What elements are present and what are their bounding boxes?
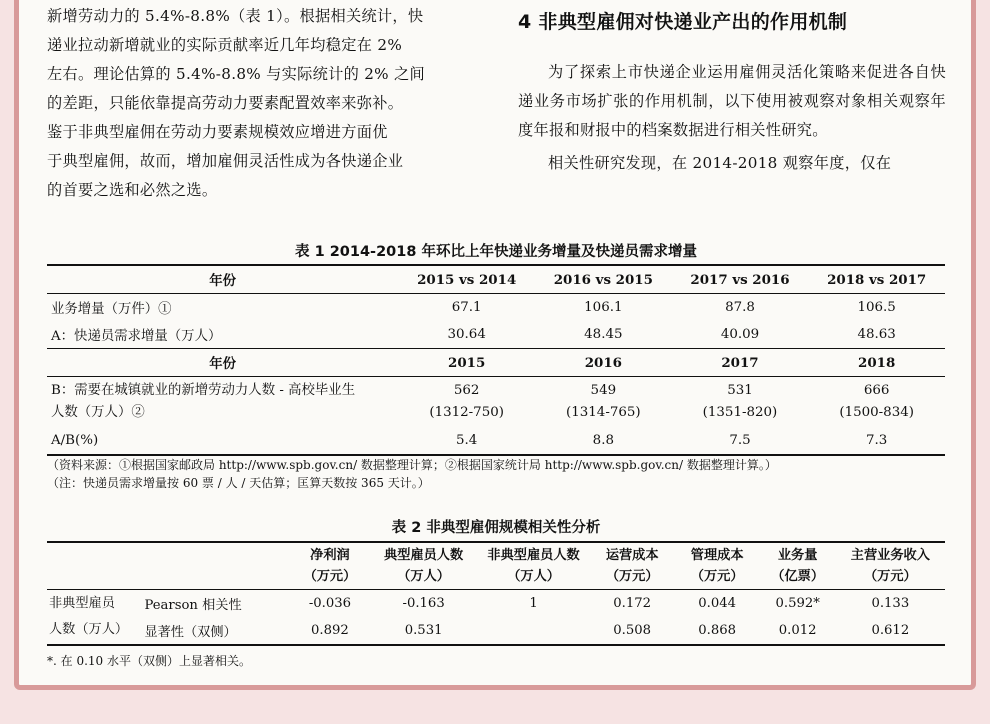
table-cell: 48.45 [584, 327, 623, 342]
table-cell: 106.5 [857, 300, 896, 315]
table1-remark-note: （注：快递员需求增量按 60 票 / 人 / 天估算；匡算天数按 365 天计。） [47, 476, 430, 490]
table-cell: 106.1 [584, 300, 623, 315]
text-line: 于典型雇佣，故而，增加雇佣灵活性成为各快递企业 [47, 152, 404, 170]
table-cell: 48.63 [857, 327, 896, 342]
table-cell: 7.3 [866, 433, 888, 448]
header-unit: （万元） [605, 569, 659, 584]
header-unit: （万人） [397, 569, 450, 584]
table-row [47, 617, 945, 645]
header-line: 典型雇员人数 [384, 548, 464, 563]
header-line: 管理成本 [690, 548, 744, 563]
row-label-line: 人数（万人）② [51, 405, 145, 420]
table-header-cell: 2015 vs 2014 [398, 265, 535, 294]
row-label-line: B：需要在城镇就业的新增劳动力人数 - 高校毕业生 [51, 383, 356, 398]
row-label: A：快递员需求增量（万人） [51, 329, 222, 344]
cell-subvalue: (1351-820) [702, 405, 778, 420]
table-cell: 0.044 [698, 596, 737, 611]
table-cell: 0.012 [778, 623, 817, 638]
table-header-cell: 2018 [808, 349, 945, 377]
cell-value: 666 [863, 383, 890, 398]
header-unit: （万元） [690, 569, 744, 584]
table-header-cell: 年份 [47, 265, 398, 294]
table-row [47, 294, 945, 322]
table-cell [477, 617, 589, 645]
table-row [47, 590, 945, 618]
table-cell: -0.036 [308, 596, 352, 611]
table1-subheader-row [47, 349, 945, 377]
table-cell: 0.133 [871, 596, 910, 611]
header-line: 业务量 [777, 548, 818, 563]
table-cell: 7.5 [729, 433, 751, 448]
header-line: 非典型雇员人数 [487, 548, 580, 563]
cell-value: 531 [727, 383, 753, 398]
table-header-cell: 2016 vs 2015 [535, 265, 672, 294]
text-line: 鉴于非典型雇佣在劳动力要素规模效应增进方面优 [47, 123, 388, 141]
table-header-cell: 2016 [535, 349, 672, 377]
row-label [47, 590, 142, 646]
header-unit: （万元） [303, 569, 357, 584]
table-cell: 67.1 [451, 300, 482, 315]
table2-header-row [47, 542, 945, 590]
table-cell: -0.163 [402, 596, 445, 611]
cell-subvalue: (1500-834) [839, 405, 914, 420]
table-cell [672, 377, 809, 428]
table-header-cell: 2017 [672, 349, 809, 377]
table-header-cell [370, 542, 478, 590]
table2-title: 表 2 非典型雇佣规模相关性分析 [391, 520, 601, 536]
table-header-cell [590, 542, 675, 590]
table1-source-note: （资料来源：①根据国家邮政局 http://www.spb.gov.cn/ 数据整理计算；②根据国家统计局 http://www.spb.gov.cn/ 数据整理计算。） [47, 458, 777, 472]
table1-header-row [47, 265, 945, 294]
table-cell: 8.8 [592, 433, 614, 448]
table-header-cell: 2018 vs 2017 [808, 265, 945, 294]
table-row [47, 377, 945, 428]
table-header-cell [142, 542, 290, 590]
cell-subvalue: (1312-750) [429, 405, 504, 420]
table-header-cell [47, 542, 142, 590]
row-label-line: 非典型雇员 [49, 596, 115, 611]
table-cell: 0.612 [871, 623, 910, 638]
header-line: 净利润 [310, 548, 350, 563]
header-unit: （万元） [863, 569, 917, 584]
table2 [47, 541, 945, 646]
row-label [47, 377, 398, 428]
table-cell: 0.868 [698, 623, 737, 638]
text-line: 的差距，只能依靠提高劳动力要素配置效率来弥补。 [47, 94, 404, 112]
table2-footnote: *. 在 0.10 水平（双侧）上显著相关。 [47, 654, 251, 668]
table-cell: 0.892 [311, 623, 349, 638]
text-line: 新增劳动力的 5.4%-8.8%（表 1）。根据相关统计，快 [47, 7, 424, 25]
cell-subvalue: (1314-765) [566, 405, 641, 420]
left-column-text [47, 2, 475, 205]
text-line: 左右。理论估算的 5.4%-8.8% 与实际统计的 2% 之间 [47, 65, 426, 83]
table-header-cell: 2015 [398, 349, 535, 377]
table-cell: 0.508 [613, 623, 652, 638]
row-label: A/B(%) [51, 433, 99, 448]
table-cell: 0.592* [775, 596, 820, 611]
table-header-cell [760, 542, 836, 590]
paragraph: 为了探索上市快递企业运用雇佣灵活化策略来促进各自快递业务市场扩张的作用机制，以下使用被观察对象相关观察年度年报和财报中的档案数据进行相关性研究。 [518, 63, 946, 139]
header-line: 运营成本 [605, 548, 659, 563]
cell-value: 562 [453, 383, 480, 398]
table-header-cell [836, 542, 945, 590]
table-cell [808, 377, 945, 428]
table-cell [398, 377, 535, 428]
table-row [47, 321, 945, 349]
text-line: 递业拉动新增就业的实际贡献率近几年均稳定在 2% [47, 36, 403, 54]
header-unit: （万人） [507, 569, 560, 584]
table-cell: 0.531 [404, 623, 443, 638]
header-unit: （亿票） [771, 569, 825, 584]
row-label: 业务增量（万件）① [51, 302, 172, 317]
text-line: 的首要之选和必然之选。 [47, 181, 218, 199]
right-column-text [518, 8, 946, 178]
table-header-cell [290, 542, 370, 590]
table-cell: 0.172 [613, 596, 652, 611]
header-line: 主营业务收入 [850, 548, 930, 563]
table-cell: 5.4 [456, 433, 478, 448]
table-header-cell [675, 542, 760, 590]
table1 [47, 264, 945, 456]
table-header-cell [477, 542, 589, 590]
table-cell: 40.09 [720, 327, 760, 342]
paragraph: 相关性研究发现，在 2014-2018 观察年度，仅在 [548, 154, 892, 172]
section-title: 4 非典型雇佣对快递业产出的作用机制 [518, 11, 848, 33]
table-cell [535, 377, 672, 428]
table-cell: 30.64 [447, 327, 486, 342]
stat-label: Pearson 相关性 [144, 598, 242, 613]
table-header-cell: 年份 [47, 349, 398, 377]
table-row [47, 427, 945, 455]
stat-label: 显著性（双侧） [144, 625, 237, 640]
cell-value: 549 [590, 383, 617, 398]
row-label-line: 人数（万人） [49, 622, 129, 637]
table-cell: 1 [529, 596, 538, 611]
table-cell: 87.8 [725, 300, 755, 315]
table1-title: 表 1 2014-2018 年环比上年快递业务增量及快递员需求增量 [295, 244, 697, 260]
table-header-cell: 2017 vs 2016 [672, 265, 809, 294]
